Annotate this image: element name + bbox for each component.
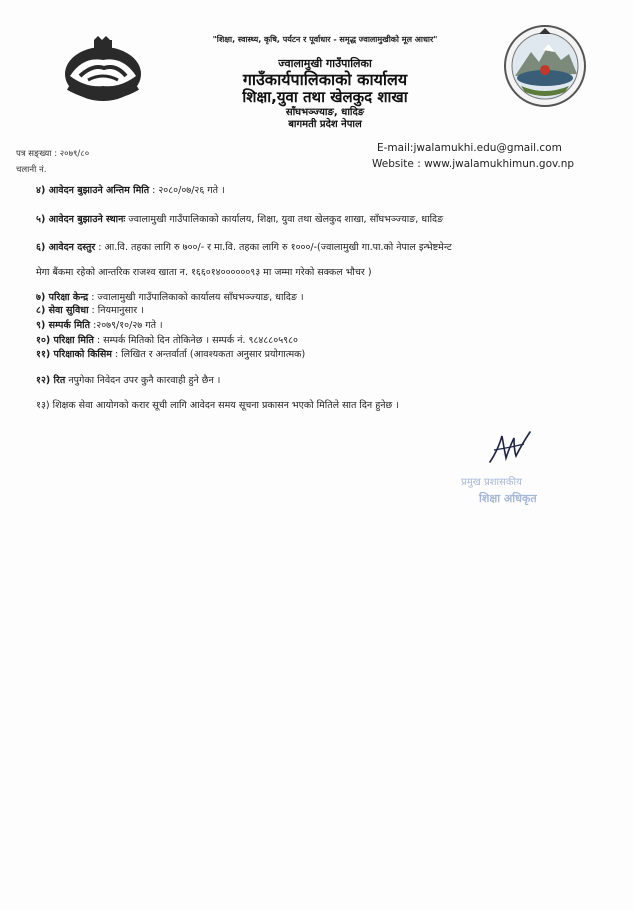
notice-item: ७) परिक्षा केन्द्र : ज्वालामुखी गाउँपालिकाको कार्यालय साँघभञ्ज्याङ, धादिङ । — [36, 292, 304, 303]
notice-item: १०) परिक्षा मिति : सम्पर्क मितिको दिन तोकिनेछ । सम्पर्क नं. ९८४८८०५९८० — [36, 335, 298, 346]
nepal-emblem-icon — [58, 36, 148, 106]
notice-item: ५) आवेदन बुझाउने स्थानः ज्वालामुखी गाउँपालिकाको कार्यालय, शिक्षा, युवा तथा खेलकुद शाखा, साँघभञ्ज्याङ, धादिङ — [36, 214, 444, 225]
notice-item: ११) परिक्षाको किसिम : लिखित र अन्तर्वार्ता (आवश्यकता अनुसार प्रयोगात्मक) — [36, 349, 306, 360]
notice-item: ६) आवेदन दस्तुर : आ.वि. तहका लागि रु ७००/- र मा.वि. तहका लागि रु १०००/-(ज्वालामुखी गा.पा.को नेपाल इन्भेष्टमेन्ट — [36, 242, 452, 253]
notice-item: ४) आवेदन बुझाउने अन्तिम मिति : २०८०/०७/२६ गते । — [36, 185, 225, 196]
official-stamp — [455, 472, 565, 508]
signature — [486, 428, 536, 468]
notice-item: १३) शिक्षक सेवा आयोगको करार सूची लागि आवेदन समय सूचना प्रकासन भएको मितिले सात दिन हुनेछ । — [36, 400, 399, 411]
website-text: Website : www.jwalamukhimun.gov.np — [372, 158, 575, 170]
notice-item: मेगा बैंकमा रहेको आन्तरिक राजश्व खाता न. १६६०१४००००००९३ मा जम्मा गरेको सक्कल भौचर ) — [36, 267, 372, 278]
stamp-line-2: शिक्षा अधिकृत — [479, 492, 537, 505]
municipality-motto: "शिक्षा, स्वास्थ्य, कृषि, पर्यटन र पूर्वाधार - समृद्ध ज्वालामुखीको मूल आधार" — [212, 35, 438, 44]
dispatch-number: चलानी नं. — [16, 165, 47, 175]
contact-info — [372, 140, 612, 172]
notice-item: १२) रित नपुगेका निवेदन उपर कुनै कारवाही हुने छैन । — [36, 375, 221, 386]
letterhead — [180, 58, 470, 130]
email-text: E-mail:jwalamukhi.edu@gmail.com — [377, 142, 562, 154]
notice-item: ९) सम्पर्क मिति :२०७९/१०/२७ गते । — [36, 320, 163, 331]
reference-numbers — [16, 146, 89, 178]
office-location: साँघभञ्ज्याङ, धादिङ — [285, 107, 365, 119]
province-name: बागमती प्रदेश नेपाल — [288, 118, 362, 130]
office-name: गाउँकार्यपालिकाको कार्यालय — [242, 69, 408, 89]
section-name: शिक्षा,युवा तथा खेलकुद शाखा — [242, 88, 408, 107]
stamp-line-1: प्रमुख प्रशासकीय — [461, 477, 522, 488]
notice-item: ८) सेवा सुविधा : नियमानुसार । — [36, 305, 144, 316]
letter-number: पत्र सङ्ख्या : २०७९/८० — [16, 149, 90, 159]
municipality-logo-icon — [503, 24, 587, 108]
municipality-name: ज्वालामुखी गाउँपालिका — [278, 57, 372, 70]
